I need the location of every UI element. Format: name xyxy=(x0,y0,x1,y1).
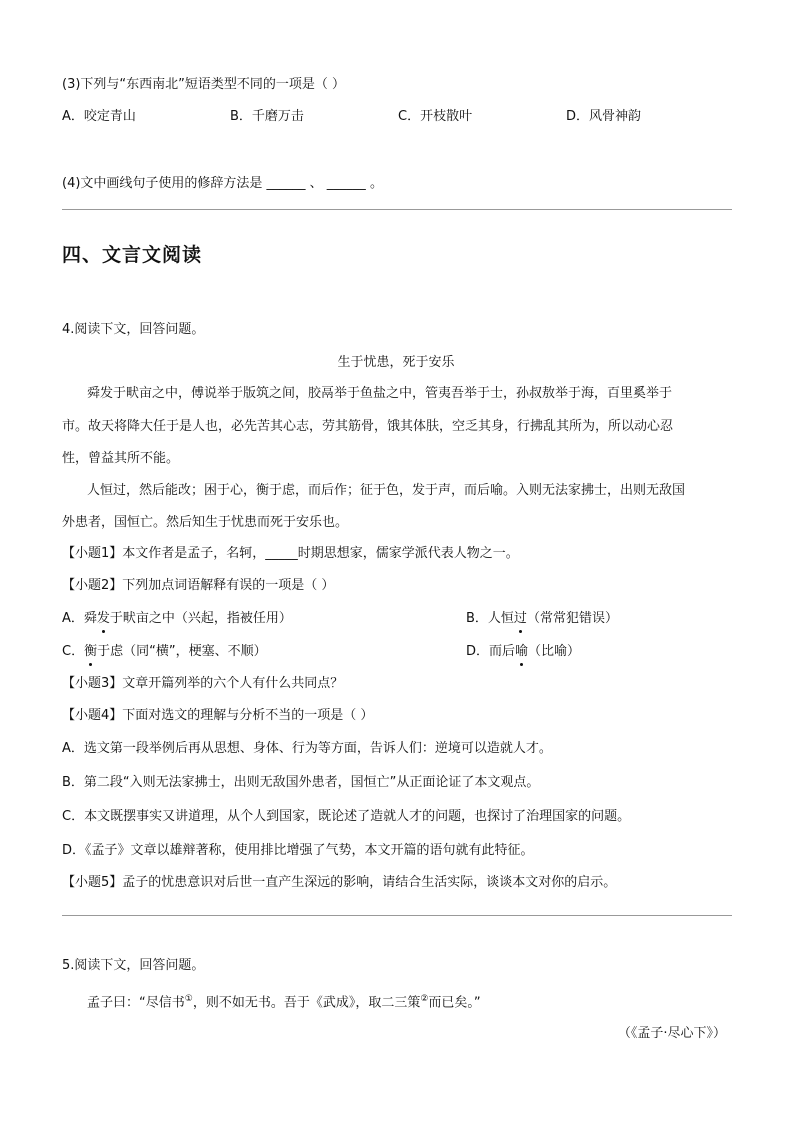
emphasis-dot-char: 喻 xyxy=(515,644,529,659)
q3-option-c: C．开枝散叶 xyxy=(398,109,473,124)
question-3-stem: (3)下列与“东西南北”短语类型不同的一项是（ ） xyxy=(62,77,346,92)
q3-option-d: D．风骨神韵 xyxy=(566,109,642,124)
sub2-option-c: C．衡于虑（同“横”，梗塞、不顺） xyxy=(62,644,267,659)
divider xyxy=(62,915,732,916)
passage-para1-line3: 性，曾益其所不能。 xyxy=(62,451,180,466)
emphasis-dot-char: 发 xyxy=(96,611,110,626)
problem-5-quote: 孟子曰：“尽信书①，则不如无书。吾于《武成》，取二三策②而已矣。” xyxy=(87,994,481,1011)
sub-question-4: 【小题4】下面对选文的理解与分析不当的一项是（ ） xyxy=(62,708,374,723)
footnote-mark: ① xyxy=(184,994,193,1004)
sub4-option-c: C．本文既摆事实又讲道理，从个人到国家，既论述了造就人才的问题，也探讨了治理国家的问题。 xyxy=(62,809,631,824)
problem-5-intro: 5.阅读下文，回答问题。 xyxy=(62,958,205,973)
sub-question-2: 【小题2】下列加点词语解释有误的一项是（ ） xyxy=(62,578,335,593)
sub-question-5: 【小题5】孟子的忧患意识对后世一直产生深远的影响，请结合生活实际，谈谈本文对你的启示。 xyxy=(62,875,617,890)
passage-para2-line1: 人恒过，然后能改；困于心，衡于虑，而后作；征于色，发于声，而后喻。入则无法家拂士，出则无敌国 xyxy=(87,483,686,498)
sub2-option-d: D．而后喻（比喻） xyxy=(466,644,581,659)
passage-para1-line2: 市。故天将降大任于是人也，必先苦其心志，劳其筋骨，饿其体肤，空乏其身，行拂乱其所为，所以动心忍 xyxy=(62,419,674,434)
sub-question-3: 【小题3】文章开篇列举的六个人有什么共同点？ xyxy=(62,676,344,691)
sub2-option-a: A．舜发于畎亩之中（兴起，指被任用） xyxy=(62,611,292,626)
q3-option-b: B．千磨万击 xyxy=(230,109,304,124)
sub-question-1: 【小题1】本文作者是孟子，名轲，_____时期思想家，儒家学派代表人物之一。 xyxy=(62,546,519,561)
sub4-option-d: D．《孟子》文章以雄辩著称，使用排比增强了气势，本文开篇的语句就有此特征。 xyxy=(62,843,534,858)
emphasis-dot-char: 过 xyxy=(513,611,527,626)
divider xyxy=(62,209,732,210)
section-title: 四、文言文阅读 xyxy=(62,244,203,266)
footnote-mark: ② xyxy=(420,994,429,1004)
emphasis-dot-char: 衡 xyxy=(84,644,98,659)
passage-para2-line2: 外患者，国恒亡。然后知生于忧患而死于安乐也。 xyxy=(62,515,349,530)
q3-option-a: A．咬定青山 xyxy=(62,109,136,124)
passage-title: 生于忧患，死于安乐 xyxy=(337,355,455,370)
passage-para1-line1: 舜发于畎亩之中，傅说举于版筑之间，胶鬲举于鱼盐之中，管夷吾举于士，孙叔敖举于海，百里奚举于 xyxy=(87,386,673,401)
question-4-stem: (4)文中画线句子使用的修辞方法是 ______ 、 ______ 。 xyxy=(62,176,383,191)
quote-source: （《孟子·尽心下》） xyxy=(617,1026,726,1041)
sub4-option-b: B．第二段“入则无法家拂士，出则无敌国外患者，国恒亡”从正面论证了本文观点。 xyxy=(62,775,540,790)
sub2-option-b: B．人恒过（常常犯错误） xyxy=(466,611,618,626)
sub4-option-a: A．选文第一段举例后再从思想、身体、行为等方面，告诉人们：逆境可以造就人才。 xyxy=(62,741,552,756)
problem-4-intro: 4.阅读下文，回答问题。 xyxy=(62,322,205,337)
